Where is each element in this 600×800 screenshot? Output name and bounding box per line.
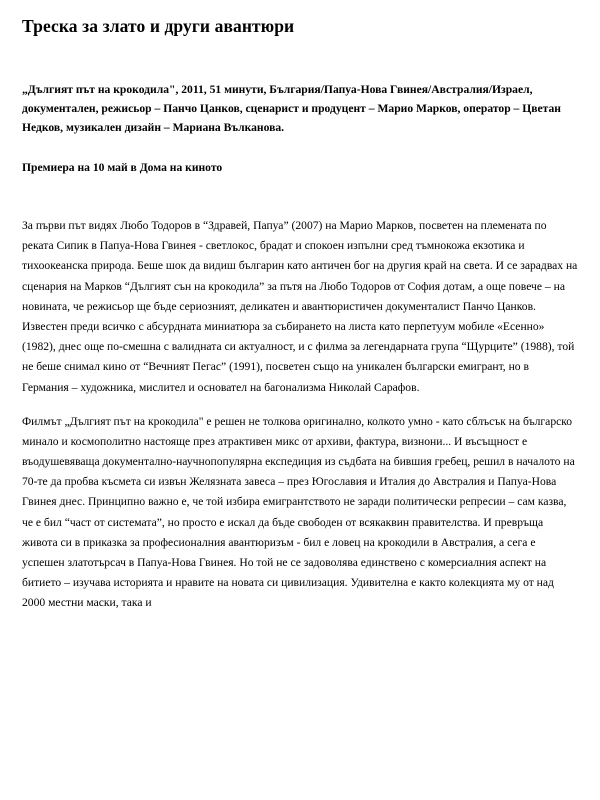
premiere-note: Премиера на 10 май в Дома на киното (22, 161, 223, 175)
article-body (22, 216, 578, 613)
credits-block (22, 81, 578, 178)
body-paragraph: За първи път видях Любо Тодоров в “Здравей, Папуа” (2007) на Марио Марков, посветен на племената по реката Сипик в Папуа-Нова Гвинея - светлокос, брадат и спокоен изпълни сред тъмнокожа екзотика и тихоокеанска природа. Беше шок да видиш българин като античен бог на другия край на света. И се зарадвах на сценария на Марков “Дългият сън на крокодила” за пътя на Любо Тодоров от София дотам, а още повече – на новината, че режисьор ще бъде сериозният, деликатен и авантюристичен документалист Панчо Цанков. Известен преди всичко с абсурдната миниатюра за събирането на листа като перпетуум мобиле «Есенно» (1982), днес още по-смешна с валидната си актуалност, и с филма за легендарната група “Щурците” (1988), той не беше снимал кино от “Вечният Пегас” (1991), посветен също на уникален български емигрант, но в Германия – художника, мислител и основател на багонализма Николай Сарафов. (22, 219, 578, 394)
body-paragraph: Филмът „Дългият път на крокодила" е решен не толкова оригинално, колкото умно - като сблъсък на българско минало и космополитно настояще през атрактивен микс от архиви, фактура, визнони... И въсъщност е въодушевяваща документално-научнопопулярна експедиция из съдбата на бившия гребец, решил в началото на 70-те да пробва късмета си извън Желязната завеса – през Югославия и Италия до Австралия и Папуа-Нова Гвинея днес. Принципно важно е, че той избира емигрантството не заради политически репресии – сам казва, че е бил “част от системата”, но просто е искал да бъде свободен от всякаквин правителства. И превръща живота си в приказка за професионалния авантюризъм - бил е ловец на крокодили в Австралия, а сега е успешен златотърсач в Папуа-Нова Гвинея. Но той не се задоволява единствено с комерсиалния аспект на битието – изучава историята и нравите на новата си цивилизация. Удивителна е както колекцията му от над 2000 местни маски, така и (22, 414, 575, 610)
page-title: Треска за злато и други авантюри (22, 16, 295, 36)
film-credits: „Дългият път на крокодила", 2011, 51 минути, България/Папуа-Нова Гвинея/Австралия/Израел, документален, режисьор – Панчо Цанков, сценарист и продуцент – Марио Марков, оператор – Цветан Недков, музикален дизайн – Мариана Вълканова. (22, 83, 561, 134)
